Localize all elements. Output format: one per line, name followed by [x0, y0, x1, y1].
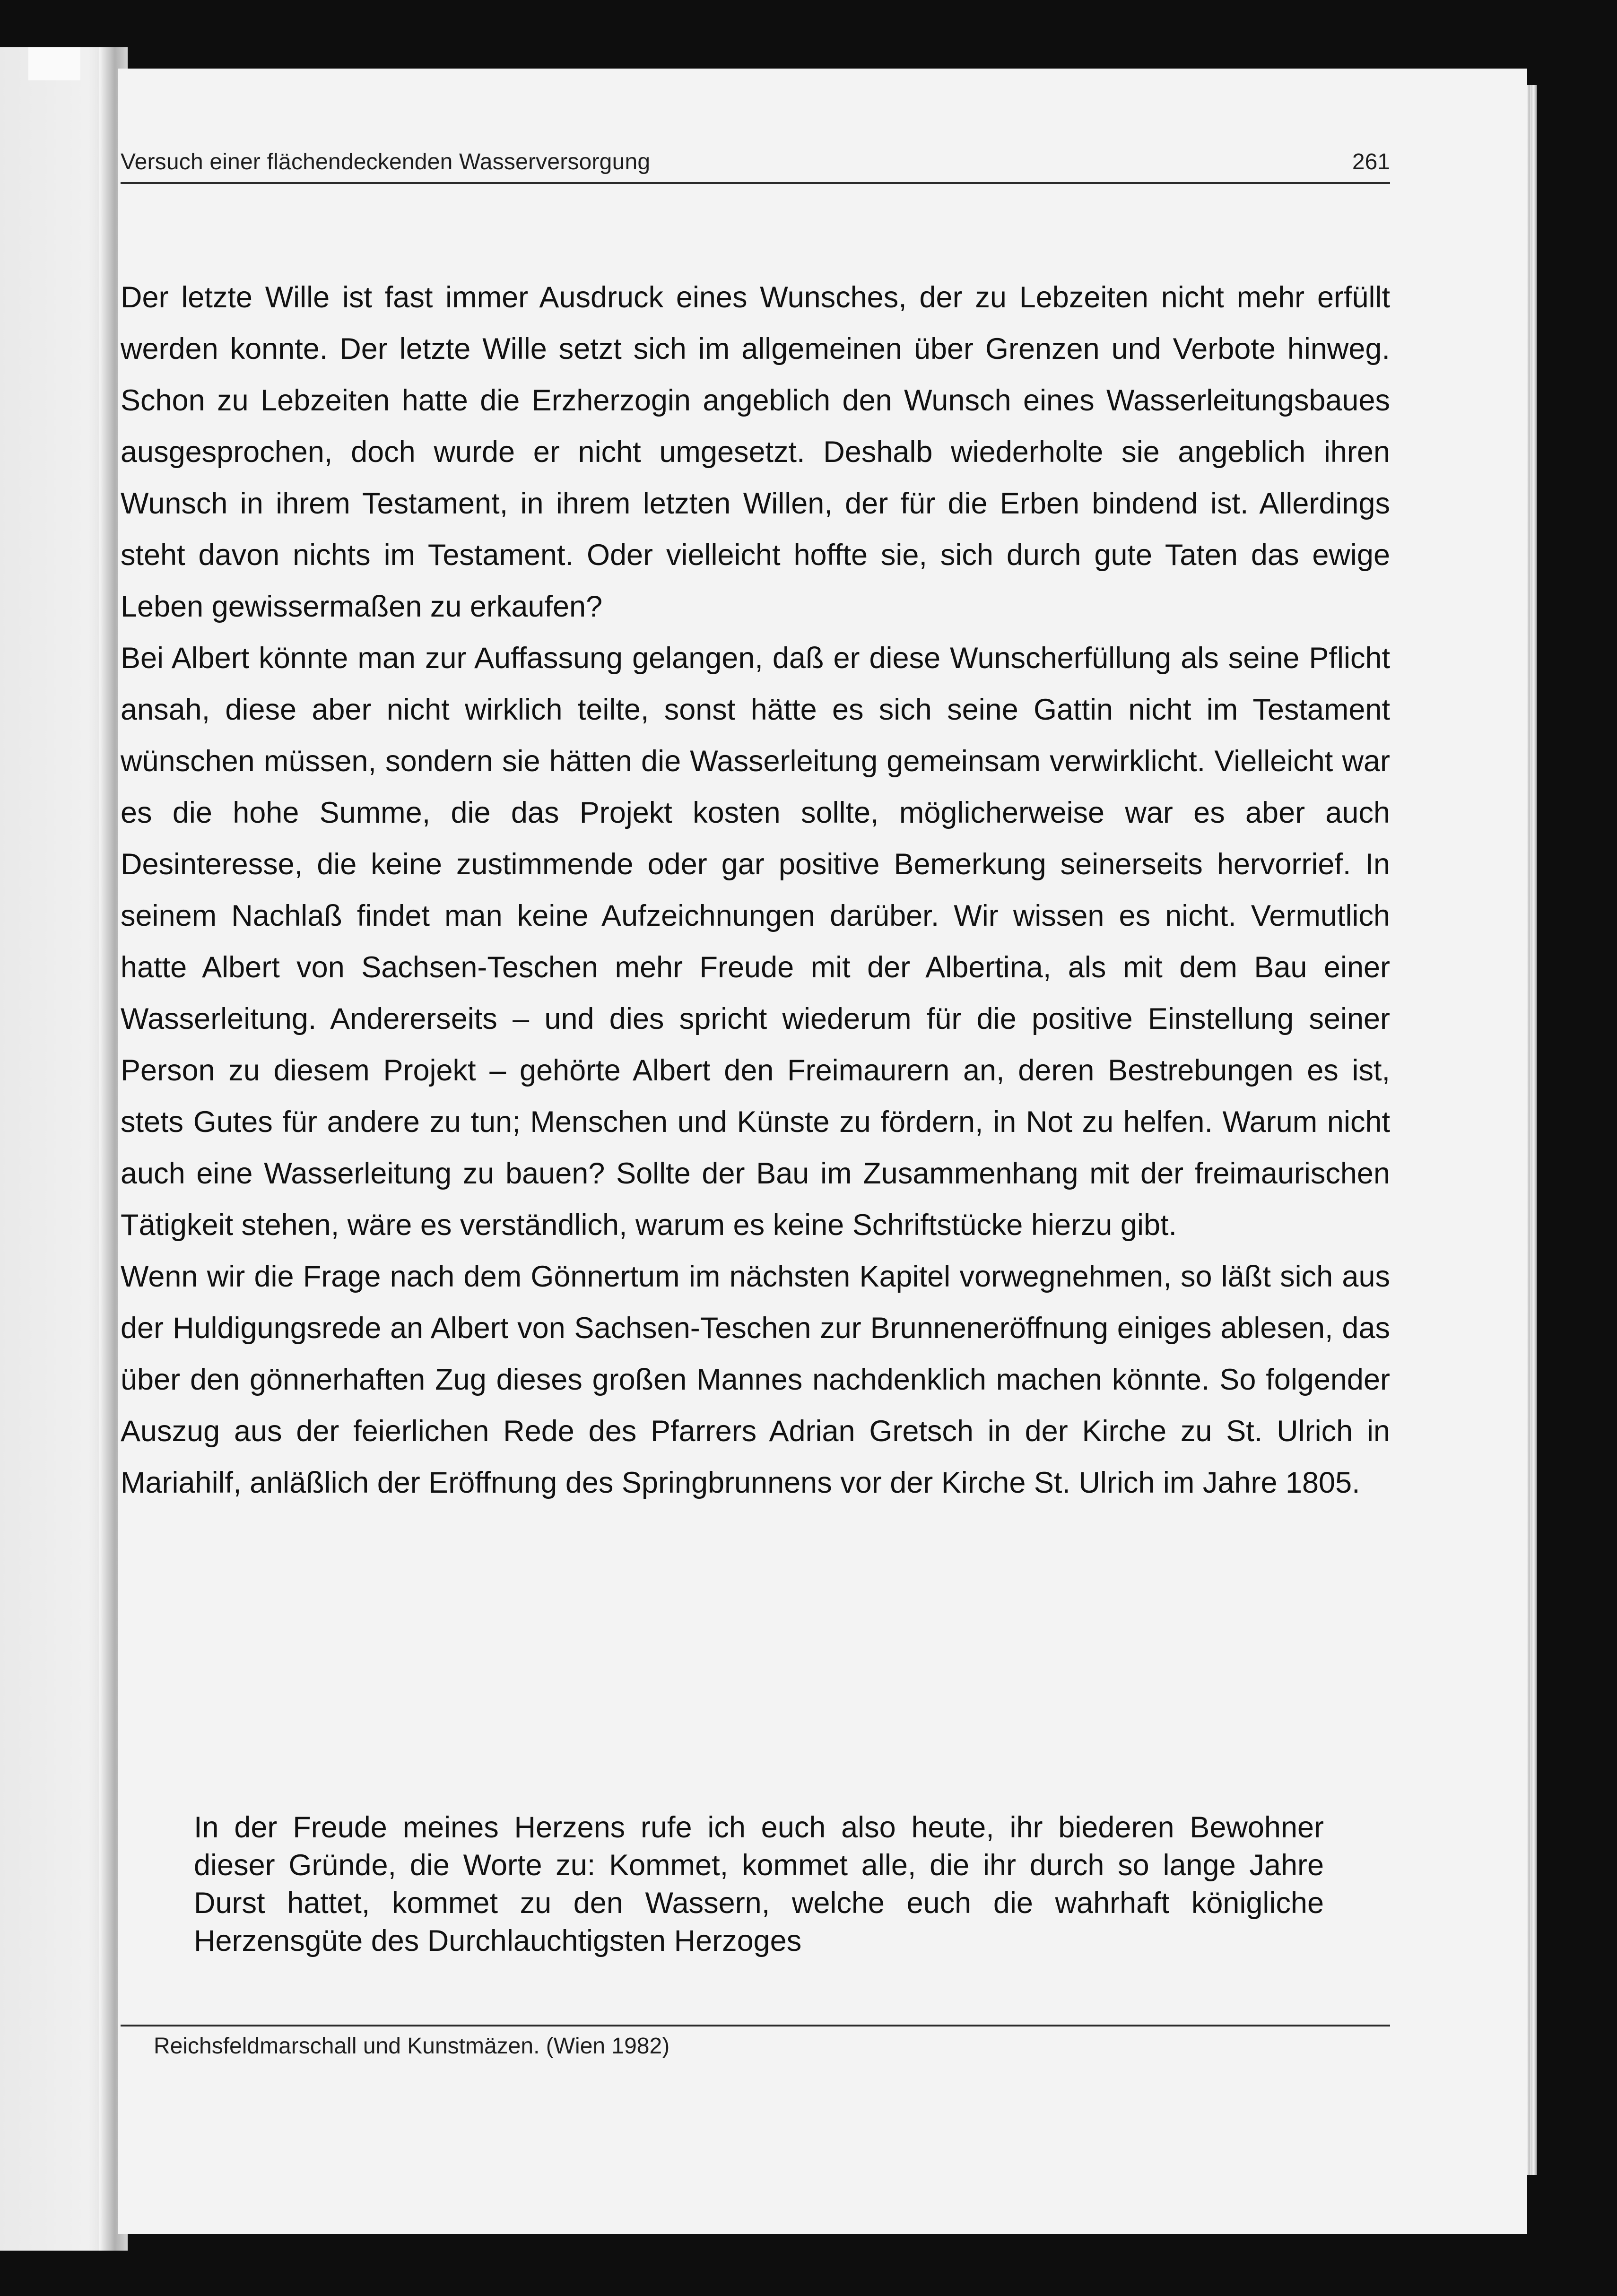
footnote-rule: [121, 2025, 1390, 2026]
page-header: [121, 135, 1390, 184]
left-page-edge: [28, 47, 80, 80]
body-text: [121, 272, 1390, 1509]
paragraph-2: Bei Albert könnte man zur Auffassung gelangen, daß er diese Wunscherfüllung als seine Pflicht ansah, diese aber nicht wirklich teilte, sonst hätte es sich seine Gattin nicht im Testament wünschen müssen, sondern sie hätten die Wasserleitung gemeinsam verwirklicht. Vielleicht war es die hohe Summe, die das Projekt kosten sollte, möglicherweise war es aber auch Desinteresse, die keine zustimmende oder gar positive Bemerkung seinerseits hervorrief. In seinem Nachlaß findet man keine Aufzeichnungen darüber. Wir wissen es nicht. Vermutlich hatte Albert von Sachsen-Teschen mehr Freude mit der Albertina, als mit dem Bau einer Wasserleitung. Andererseits – und dies spricht wiederum für die positive Einstellung seiner Person zu diesem Projekt – gehörte Albert den Freimaurern an, deren Bestrebungen es ist, stets Gutes für andere zu tun; Menschen und Künste zu fördern, in Not zu helfen. Warum nicht auch eine Wasserleitung zu bauen? Sollte der Bau im Zusammenhang mit der freimaurischen Tätigkeit stehen, wäre es verständlich, warum es keine Schriftstücke hierzu gibt.: [121, 642, 1390, 1242]
paragraph-3: Wenn wir die Frage nach dem Gönnertum im nächsten Kapitel vorwegnehmen, so läßt sich aus der Huldigungsrede an Albert von Sachsen-Teschen zur Brunneneröffnung einiges ablesen, das über den gönnerhaften Zug dieses großen Mannes nachdenklich machen könnte. So folgender Auszug aus der feierlichen Rede des Pfarrers Adrian Gretsch in der Kirche zu St. Ulrich in Mariahilf, anläßlich der Eröffnung des Springbrunnens vor der Kirche St. Ulrich im Jahre 1805.: [121, 1260, 1390, 1499]
running-title: Versuch einer flächendeckenden Wasserversorgung: [121, 149, 651, 174]
page-number: 261: [1352, 149, 1390, 174]
block-quote: In der Freude meines Herzens rufe ich euch also heute, ihr biederen Bewohner dieser Gründe, die Worte zu: Kommet, kommet alle, die ihr durch so lange Jahre Durst hattet, kommet zu den Wassern, welche euch die wahrhaft königliche Herzensgüte des Durchlauchtigsten Herzoges: [194, 1811, 1324, 1957]
footnote: Reichsfeldmarschall und Kunstmäzen. (Wien 1982): [154, 2034, 670, 2059]
paragraph-1: Der letzte Wille ist fast immer Ausdruck eines Wunsches, der zu Lebzeiten nicht mehr erfüllt werden konnte. Der letzte Wille setzt sich im allgemeinen über Grenzen und Verbote hinweg. Schon zu Lebzeiten hatte die Erzherzogin angeblich den Wunsch eines Wasserleitungsbaues ausgesprochen, doch wurde er nicht umgesetzt. Deshalb wiederholte sie angeblich ihren Wunsch in ihrem Testament, in ihrem letzten Willen, der für die Erben bindend ist. Allerdings steht davon nichts im Testament. Oder vielleicht hoffte sie, sich durch gute Taten das ewige Leben gewissermaßen zu erkaufen?: [121, 281, 1390, 623]
